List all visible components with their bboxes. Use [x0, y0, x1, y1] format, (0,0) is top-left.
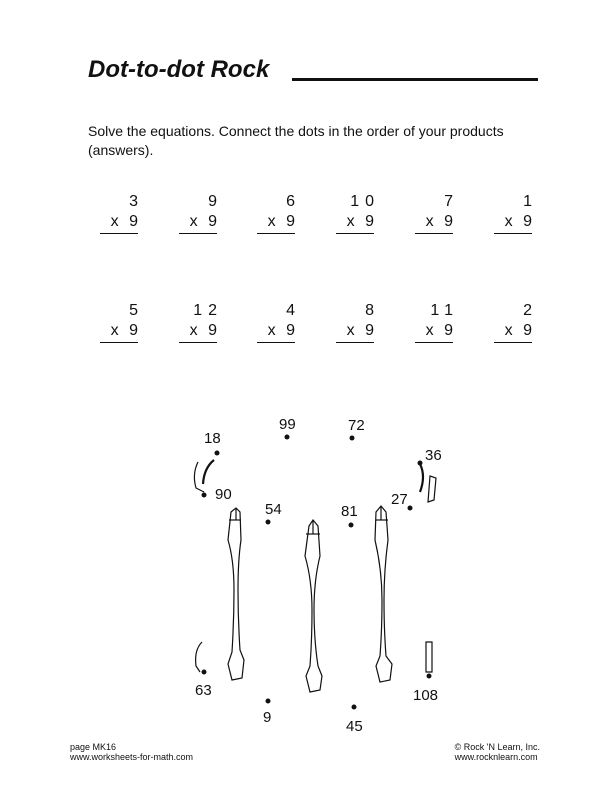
dot-18 [215, 451, 220, 456]
problem-multiplier: x 9 [425, 322, 456, 339]
problem-top: 9 [208, 193, 223, 210]
dot-36 [418, 461, 423, 466]
dot-81 [349, 523, 354, 528]
problem-multiplier: x 9 [346, 213, 377, 230]
dot-label-90: 90 [215, 486, 232, 503]
drumstick-right [375, 506, 392, 682]
problem-top: 1 [523, 193, 538, 210]
dot-27 [408, 506, 413, 511]
website-link-left[interactable]: www.worksheets-for-math.com [70, 752, 194, 762]
page-number: page MK16 [70, 742, 117, 752]
problem-multiplier: x 9 [189, 322, 220, 339]
problem-multiplier: x 9 [346, 322, 377, 339]
dot-63 [202, 670, 207, 675]
website-link-right[interactable]: www.rocknlearn.com [454, 752, 538, 762]
problem-multiplier: x 9 [267, 322, 298, 339]
problem-multiplier: x 9 [189, 213, 220, 230]
footer-left [70, 742, 193, 762]
dot-label-63: 63 [195, 682, 212, 699]
problem-multiplier: x 9 [504, 322, 535, 339]
dot-label-27: 27 [391, 491, 408, 508]
problem-top: 3 [129, 193, 144, 210]
dot-label-9: 9 [263, 709, 272, 726]
dot-label-54: 54 [265, 501, 282, 518]
problem-multiplier: x 9 [425, 213, 456, 230]
problem-multiplier: x 9 [110, 213, 141, 230]
dot-label-45: 45 [346, 718, 363, 735]
dot-108 [427, 674, 432, 679]
problem-top: 10 [350, 193, 380, 210]
worksheet-title: Dot-to-dot Rock [88, 56, 270, 83]
problem-multiplier: x 9 [110, 322, 141, 339]
problem-multiplier: x 9 [504, 213, 535, 230]
dot-label-99: 99 [279, 416, 296, 433]
dot-label-72: 72 [348, 417, 365, 434]
problem-multiplier: x 9 [267, 213, 298, 230]
dot-label-18: 18 [204, 430, 221, 447]
dot-45 [352, 705, 357, 710]
dot-72 [350, 436, 355, 441]
problem-top: 4 [286, 302, 301, 319]
drumstick-middle [305, 520, 322, 692]
dot-label-81: 81 [341, 503, 358, 520]
problem-top: 2 [523, 302, 538, 319]
dot-9 [266, 699, 271, 704]
footer-right [455, 742, 540, 762]
fragment-left-top [194, 462, 204, 492]
instructions: Solve the equations. Connect the dots in the order of your products (answers). [88, 123, 504, 158]
dot-54 [266, 520, 271, 525]
dot-label-108: 108 [413, 687, 439, 704]
dot-99 [285, 435, 290, 440]
problem-top: 5 [129, 302, 144, 319]
arc-right [420, 464, 423, 492]
fragment-right-top [428, 476, 436, 502]
drumstick-left [228, 508, 244, 680]
problem-top: 12 [193, 302, 223, 319]
problem-top: 6 [286, 193, 301, 210]
copyright: © Rock 'N Learn, Inc. [454, 742, 540, 752]
dot-90 [202, 493, 207, 498]
arc-left [203, 460, 214, 484]
problem-top: 7 [444, 193, 459, 210]
problem-top: 8 [365, 302, 380, 319]
problem-top: 11 [430, 302, 459, 319]
dot-label-36: 36 [425, 447, 442, 464]
fragment-left-bottom [196, 642, 202, 672]
fragment-right-bottom [426, 642, 432, 672]
